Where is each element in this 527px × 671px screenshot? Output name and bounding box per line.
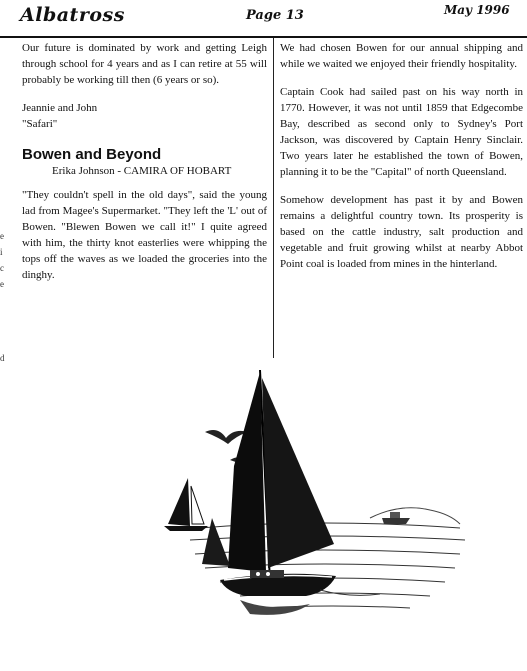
margin-mark: e xyxy=(0,279,4,289)
page-header xyxy=(0,0,527,30)
margin-mark: i xyxy=(0,247,3,257)
article-byline: Erika Johnson - CAMIRA OF HOBART xyxy=(52,165,232,177)
sailing-boat-illustration xyxy=(160,368,480,638)
intro-paragraph: Our future is dominated by work and getting Leigh through school for 4 years and as I can retire at 55 will probably be working till then (6 years or so). xyxy=(22,42,267,86)
issue-date: May 1996 xyxy=(444,3,510,17)
article-title: Bowen and Beyond xyxy=(22,146,162,163)
newsletter-masthead: Albatross xyxy=(20,4,125,26)
page-number: Page 13 xyxy=(246,8,304,23)
header-rule xyxy=(0,36,527,38)
article-paragraph: We had chosen Bowen for our annual shipping and while we waited we enjoyed their friendly hospitality. xyxy=(280,42,523,70)
article-paragraph: "They couldn't spell in the old days", said the young lad from Magee's Supermarket. "They left the 'L' out of Bowen. "Blewen Bowen we call it!" I quite agreed with him, the thirty knot easterlies were whipping the tops off the waves as we loaded the groceries into the dinghy. xyxy=(22,189,267,281)
signoff-names: Jeannie and John xyxy=(22,102,98,114)
margin-bleed-text xyxy=(0,228,8,366)
article-paragraph: Captain Cook had sailed past on his way north in 1770. However, it was not until 1859 that Edgecombe Bay, described as second only to Sydney's Port Jackson, was discovered by Captain Henry Sinclair. Two years later he established the town of Bowen, planning it to be the "Capital" of north Queensland. xyxy=(280,86,523,178)
column-divider xyxy=(273,38,274,358)
margin-mark: c xyxy=(0,263,4,273)
article-paragraph: Somehow development has past it by and Bowen remains a delightful country town. Its prosperity is based on the cattle industry, salt production and vegetable and fruit growing whilst at nearby Abbot Point coal is loaded from mines in the hinterland. xyxy=(280,194,523,270)
right-column xyxy=(280,40,523,272)
margin-mark: e xyxy=(0,231,4,241)
left-column xyxy=(22,40,267,283)
signoff-boat: "Safari" xyxy=(22,118,58,130)
margin-mark: d xyxy=(0,353,5,363)
